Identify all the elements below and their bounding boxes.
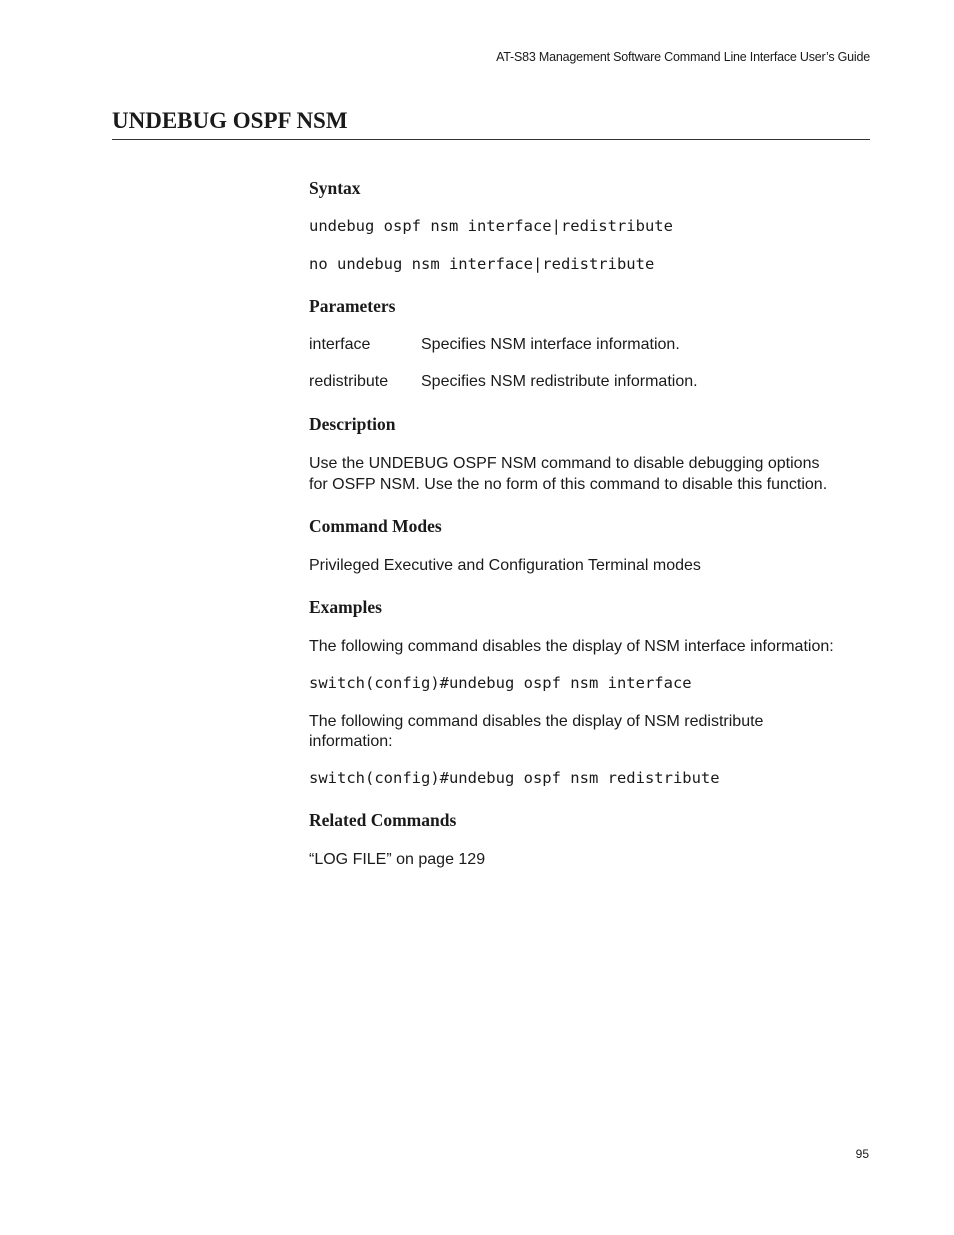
parameter-name: redistribute <box>309 373 389 390</box>
related-commands-heading: Related Commands <box>309 810 457 830</box>
example-code: switch(config)#undebug ospf nsm redistribute <box>309 769 720 787</box>
running-header: AT-S83 Management Software Command Line Interface User’s Guide <box>496 50 870 64</box>
parameter-description: Specifies NSM interface information. <box>421 336 680 353</box>
parameter-description: Specifies NSM redistribute information. <box>421 373 698 390</box>
description-line: Use the UNDEBUG OSPF NSM command to disable debugging options <box>309 455 820 472</box>
syntax-line: undebug ospf nsm interface|redistribute <box>309 217 673 235</box>
example-text: The following command disables the display of NSM interface information: <box>309 638 834 655</box>
parameter-name: interface <box>309 336 371 353</box>
examples-heading: Examples <box>309 597 382 617</box>
example-text: The following command disables the display of NSM redistribute <box>309 713 764 730</box>
page-title: UNDEBUG OSPF NSM <box>112 108 348 133</box>
syntax-heading: Syntax <box>309 178 361 198</box>
description-heading: Description <box>309 414 396 434</box>
title-rule <box>112 139 870 140</box>
related-command-link[interactable]: “LOG FILE” on page 129 <box>309 851 486 868</box>
parameters-heading: Parameters <box>309 296 396 316</box>
description-line: for OSFP NSM. Use the no form of this command to disable this function. <box>309 476 828 493</box>
command-modes-heading: Command Modes <box>309 516 442 536</box>
page-number: 95 <box>855 1147 869 1161</box>
example-text: information: <box>309 733 393 750</box>
syntax-line: no undebug nsm interface|redistribute <box>309 255 655 273</box>
example-code: switch(config)#undebug ospf nsm interface <box>309 674 692 692</box>
command-modes-text: Privileged Executive and Configuration Terminal modes <box>309 557 701 574</box>
